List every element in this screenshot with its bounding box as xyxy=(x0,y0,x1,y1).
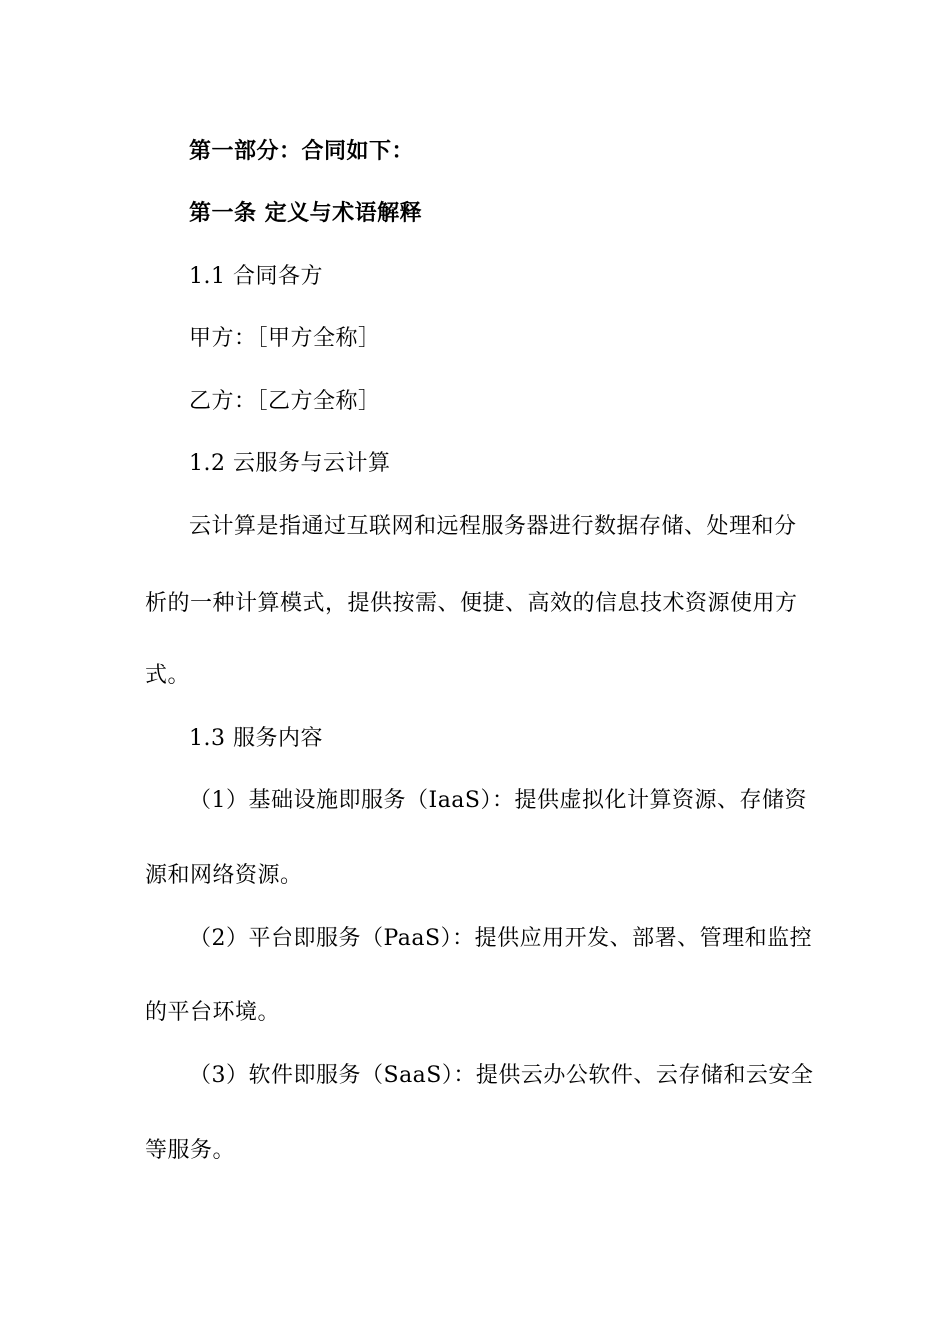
service-item-3-line-2: 等服务。 xyxy=(145,1138,236,1163)
cloud-definition-line-1: 云计算是指通过互联网和远程服务器进行数据存储、处理和分 xyxy=(189,514,797,539)
service-item-1-line-1: （1）基础设施即服务（IaaS）：提供虚拟化计算资源、存储资 xyxy=(189,788,807,813)
service-item-2-line-1: （2）平台即服务（PaaS）：提供应用开发、部署、管理和监控 xyxy=(189,926,813,951)
article-heading: 第一条 定义与术语解释 xyxy=(189,201,423,226)
section-1-3-title: 1.3 服务内容 xyxy=(189,726,323,751)
section-1-2-title: 1.2 云服务与云计算 xyxy=(189,451,391,476)
service-item-2-line-2: 的平台环境。 xyxy=(145,1000,281,1025)
service-item-1-line-2: 源和网络资源。 xyxy=(145,863,303,888)
party-b-line: 乙方：［乙方全称］ xyxy=(189,389,381,414)
cloud-definition-line-2: 析的一种计算模式，提供按需、便捷、高效的信息技术资源使用方 xyxy=(145,591,798,616)
cloud-definition-line-3: 式。 xyxy=(145,663,191,688)
part-heading: 第一部分：合同如下： xyxy=(189,139,415,164)
party-a-line: 甲方：［甲方全称］ xyxy=(189,326,381,351)
section-1-1-title: 1.1 合同各方 xyxy=(189,264,323,289)
service-item-3-line-1: （3）软件即服务（SaaS）：提供云办公软件、云存储和云安全 xyxy=(189,1063,814,1088)
